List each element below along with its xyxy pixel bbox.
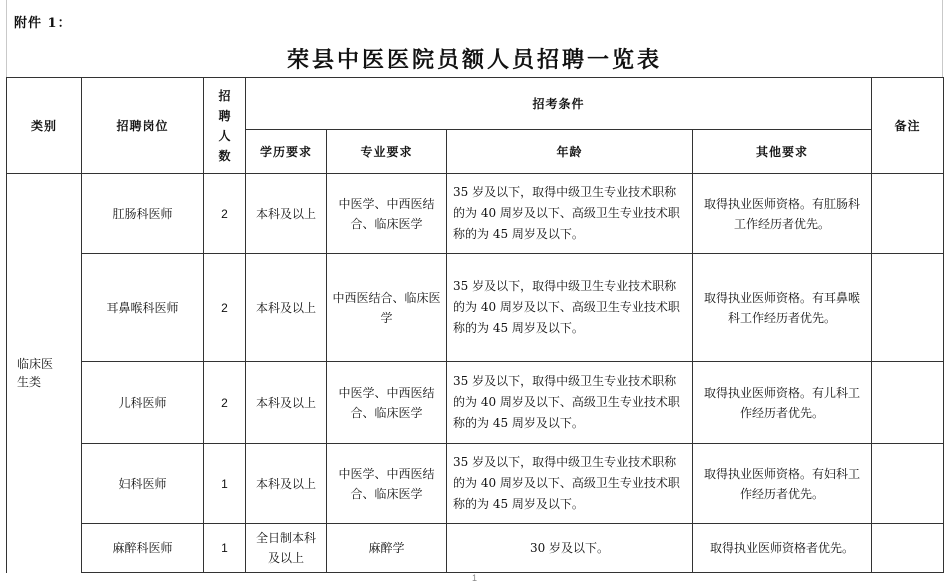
table-row xyxy=(7,444,944,524)
position-cell: 耳鼻喉科医师 xyxy=(82,254,204,362)
age-cell: 35 岁及以下，取得中级卫生专业技术职称的为 40 周岁及以下、高级卫生专业技术职称的为 45 周岁及以下。 xyxy=(447,444,693,524)
age-cell: 35 岁及以下，取得中级卫生专业技术职称的为 40 周岁及以下、高级卫生专业技术职称的为 45 周岁及以下。 xyxy=(447,254,693,362)
header-position: 招聘岗位 xyxy=(82,78,204,174)
header-major: 专业要求 xyxy=(327,130,447,174)
position-cell: 儿科医师 xyxy=(82,362,204,444)
count-cell: 2 xyxy=(204,174,246,254)
education-cell: 本科及以上 xyxy=(246,254,327,362)
header-conditions: 招考条件 xyxy=(246,78,872,130)
recruitment-table xyxy=(6,77,944,573)
education-cell: 本科及以上 xyxy=(246,444,327,524)
major-cell: 中医学、中西医结合、临床医学 xyxy=(327,362,447,444)
other-cell: 取得执业医师资格。有妇科工作经历者优先。 xyxy=(693,444,872,524)
remark-cell xyxy=(872,444,944,524)
count-cell: 2 xyxy=(204,362,246,444)
major-cell: 中医学、中西医结合、临床医学 xyxy=(327,174,447,254)
table-row xyxy=(7,362,944,444)
remark-cell xyxy=(872,254,944,362)
other-cell: 取得执业医师资格。有肛肠科工作经历者优先。 xyxy=(693,174,872,254)
remark-cell xyxy=(872,524,944,573)
age-cell: 35 岁及以下，取得中级卫生专业技术职称的为 40 周岁及以下、高级卫生专业技术职称的为 45 周岁及以下。 xyxy=(447,362,693,444)
other-cell: 取得执业医师资格。有耳鼻喉科工作经历者优先。 xyxy=(693,254,872,362)
count-cell: 1 xyxy=(204,444,246,524)
other-cell: 取得执业医师资格。有儿科工作经历者优先。 xyxy=(693,362,872,444)
position-cell: 妇科医师 xyxy=(82,444,204,524)
page-title: 荣县中医医院员额人员招聘一览表 xyxy=(286,47,662,73)
age-cell: 30 岁及以下。 xyxy=(447,524,693,573)
education-cell: 全日制本科及以上 xyxy=(246,524,327,573)
position-cell: 肛肠科医师 xyxy=(82,174,204,254)
education-cell: 本科及以上 xyxy=(246,174,327,254)
education-cell: 本科及以上 xyxy=(246,362,327,444)
header-education: 学历要求 xyxy=(246,130,327,174)
position-cell: 麻醉科医师 xyxy=(82,524,204,573)
header-count: 招聘人数 xyxy=(204,78,246,174)
category-cell: 临床医生类 xyxy=(7,174,82,573)
count-cell: 2 xyxy=(204,254,246,362)
table-row xyxy=(7,524,944,573)
header-other: 其他要求 xyxy=(693,130,872,174)
age-cell: 35 岁及以下，取得中级卫生专业技术职称的为 40 周岁及以下、高级卫生专业技术职称的为 45 周岁及以下。 xyxy=(447,174,693,254)
other-cell: 取得执业医师资格者优先。 xyxy=(693,524,872,573)
header-remarks: 备注 xyxy=(872,78,944,174)
table-row xyxy=(7,254,944,362)
count-cell: 1 xyxy=(204,524,246,573)
major-cell: 麻醉学 xyxy=(327,524,447,573)
remark-cell xyxy=(872,362,944,444)
attachment-label: 附件 1： xyxy=(14,16,72,31)
table-row xyxy=(7,174,944,254)
page-number: 1 xyxy=(471,573,477,583)
major-cell: 中西医结合、临床医学 xyxy=(327,254,447,362)
remark-cell xyxy=(872,174,944,254)
header-age: 年龄 xyxy=(447,130,693,174)
header-category: 类别 xyxy=(7,78,82,174)
major-cell: 中医学、中西医结合、临床医学 xyxy=(327,444,447,524)
